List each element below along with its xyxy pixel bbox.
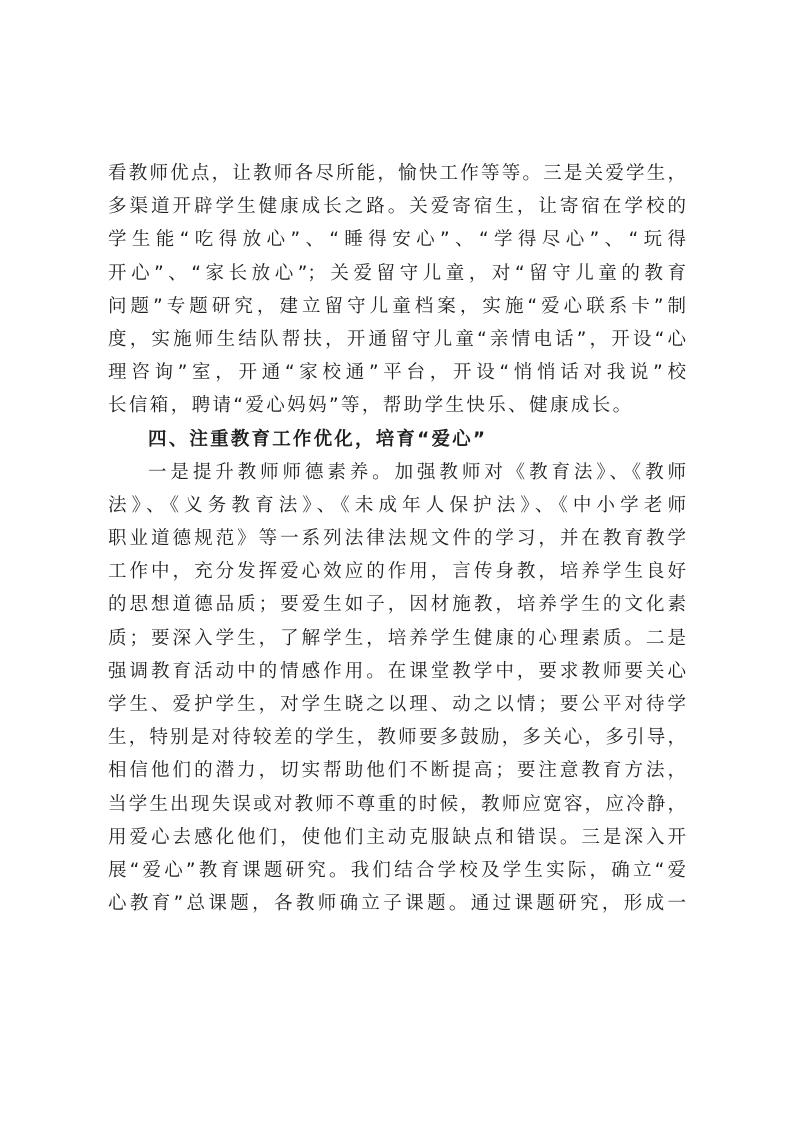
text-line: 强调教育活动中的情感作用。在课堂教学中，要求教师要关心 xyxy=(108,660,686,682)
document-page xyxy=(108,157,686,920)
text-line: 的思想道德品质；要爱生如子，因材施教，培养学生的文化素 xyxy=(108,594,686,616)
text-line: 生，特别是对待较差的学生，教师要多鼓励，多关心，多引导， xyxy=(108,727,686,749)
text-line: 职业道德规范》等一系列法律法规文件的学习，并在教育教学 xyxy=(108,528,686,550)
text-line: 心教育”总课题，各教师确立子课题。通过课题研究，形成一 xyxy=(108,893,686,915)
text-line: 学生、爱护学生，对学生晓之以理、动之以情；要公平对待学 xyxy=(108,694,686,715)
text-line: 工作中，充分发挥爱心效应的作用，言传身教，培养学生良好 xyxy=(108,561,686,583)
text-line: 理咨询”室，开通“家校通”平台，开设“悄悄话对我说”校 xyxy=(108,362,686,384)
text-line: 学生能“吃得放心”、“睡得安心”、“学得尽心”、“玩得 xyxy=(108,229,686,251)
text-line: 法》、《义务教育法》、《未成年人保护法》、《中小学老师 xyxy=(108,494,686,516)
text-line: 一是提升教师师德素养。加强教师对《教育法》、《教师 xyxy=(148,461,686,483)
text-line: 当学生出现失误或对教师不尊重的时候，教师应宽容，应冷静， xyxy=(108,793,686,815)
text-line: 看教师优点，让教师各尽所能，愉快工作等等。三是关爱学生， xyxy=(108,163,686,184)
text-line: 用爱心去感化他们，使他们主动克服缺点和错误。三是深入开 xyxy=(108,826,686,848)
section-heading: 四、注重教育工作优化，培育“爱心” xyxy=(148,428,488,450)
text-line: 开心”、“家长放心”；关爱留守儿童，对“留守儿童的教育 xyxy=(108,262,686,284)
text-line: 展“爱心”教育课题研究。我们结合学校及学生实际，确立“爱 xyxy=(108,859,686,881)
text-line: 质；要深入学生，了解学生，培养学生健康的心理素质。二是 xyxy=(108,627,686,649)
text-line: 长信箱，聘请“爱心妈妈”等，帮助学生快乐、健康成长。 xyxy=(108,395,634,417)
text-line: 多渠道开辟学生健康成长之路。关爱寄宿生，让寄宿在学校的 xyxy=(108,196,686,218)
text-line: 问题”专题研究，建立留守儿童档案，实施“爱心联系卡”制 xyxy=(108,295,686,317)
text-line: 度，实施师生结队帮扶，开通留守儿童“亲情电话”，开设“心 xyxy=(108,328,686,350)
text-line: 相信他们的潜力，切实帮助他们不断提高；要注意教育方法， xyxy=(108,760,686,782)
